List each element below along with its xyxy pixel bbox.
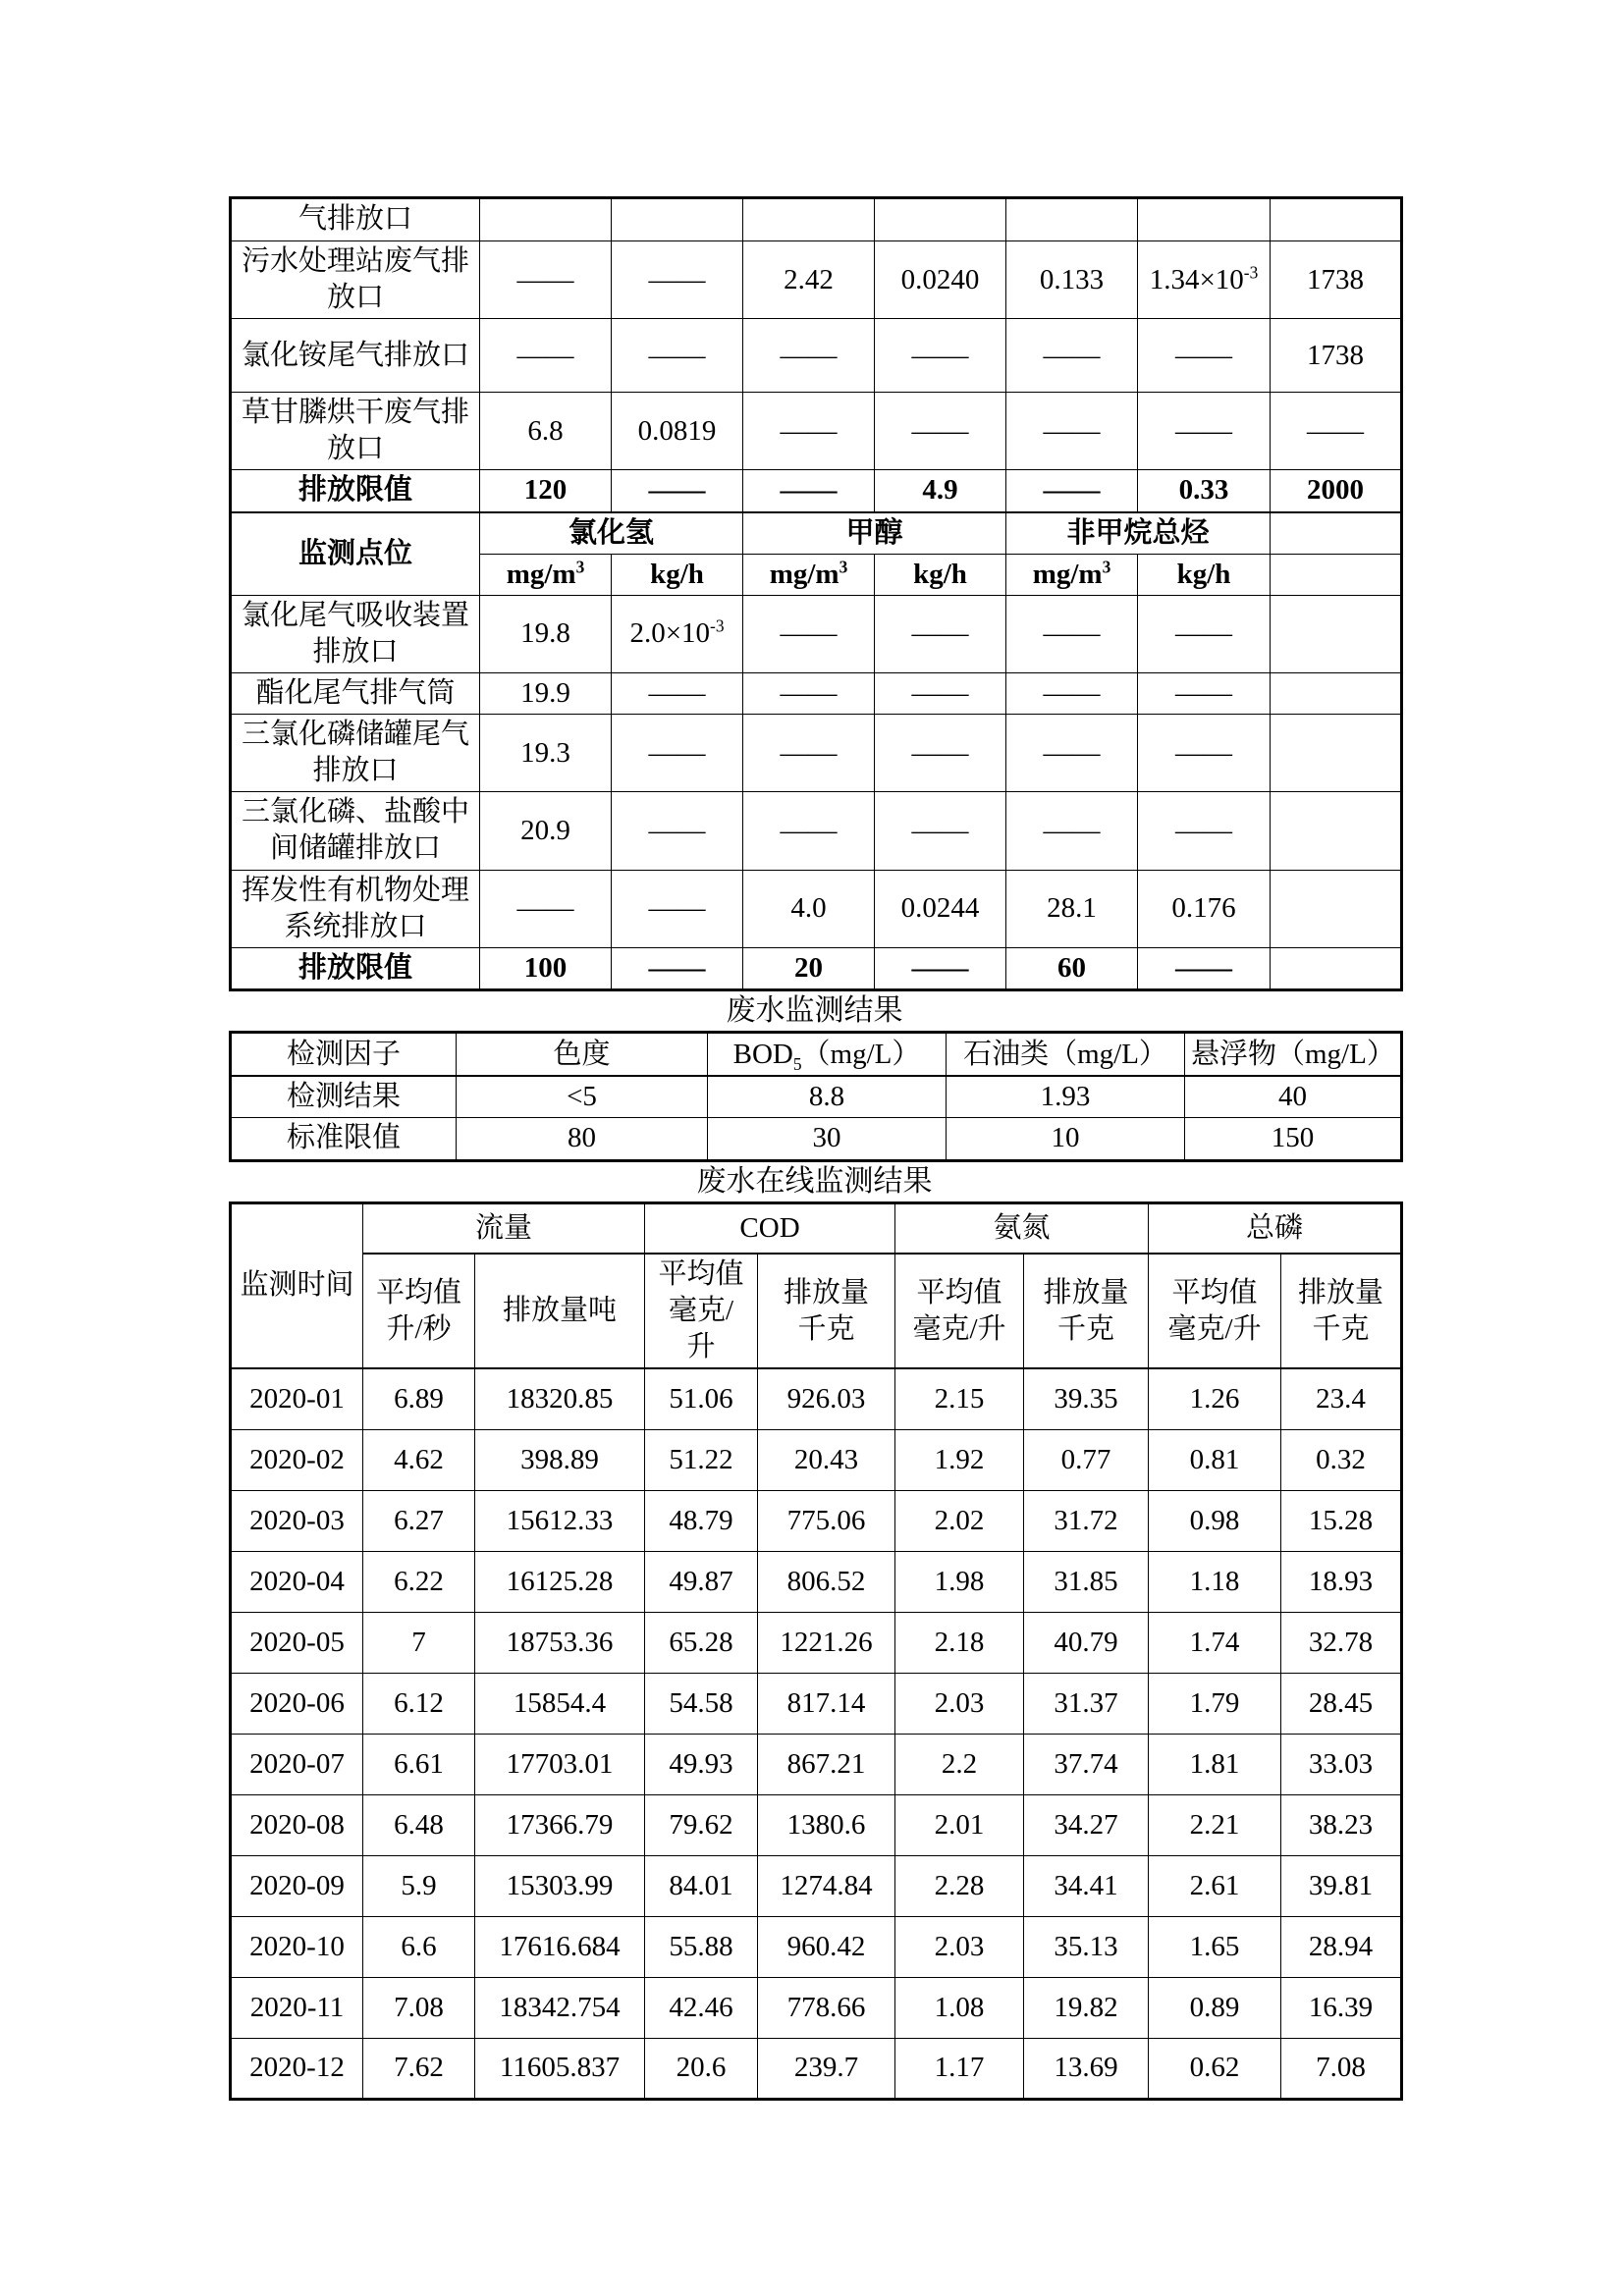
cell: 2.21	[1149, 1794, 1281, 1855]
cell: 34.27	[1024, 1794, 1149, 1855]
cell: ——	[875, 393, 1006, 470]
header-cell: 排放量千克	[758, 1254, 895, 1368]
cell: 806.52	[758, 1551, 895, 1612]
cell: 19.82	[1024, 1977, 1149, 2038]
cell: 239.7	[758, 2038, 895, 2099]
table-row-sub-header	[231, 1254, 1402, 1368]
cell: 2.03	[895, 1916, 1024, 1977]
unit-text: mg/m	[1032, 558, 1103, 590]
cell: 2.2	[895, 1734, 1024, 1794]
wastewater-online-title: 废水在线监测结果	[696, 1164, 933, 1198]
group-header: 甲醇	[743, 512, 1006, 555]
cell: ——	[743, 595, 875, 672]
cell: ——	[1271, 393, 1402, 470]
cell	[875, 198, 1006, 241]
cell: 18342.754	[475, 1977, 645, 2038]
cell: 55.88	[645, 1916, 758, 1977]
cell: ——	[480, 241, 612, 319]
header-cell: 色度	[457, 1032, 708, 1076]
header-cell: 平均值升/秒	[363, 1254, 475, 1368]
cell: 84.01	[645, 1855, 758, 1916]
cell: 11605.837	[475, 2038, 645, 2099]
header-text: （mg/L）	[801, 1038, 921, 1070]
cell: 23.4	[1281, 1368, 1402, 1429]
cell	[1271, 672, 1402, 714]
header-cell: 石油类（mg/L）	[947, 1032, 1185, 1076]
row-label: 三氯化磷、盐酸中间储罐排放口	[231, 792, 480, 870]
cell: 20.43	[758, 1429, 895, 1490]
cell: 51.22	[645, 1429, 758, 1490]
cell: ——	[1138, 792, 1271, 870]
cell: 5.9	[363, 1855, 475, 1916]
cell: 1.81	[1149, 1734, 1281, 1794]
cell: 778.66	[758, 1977, 895, 2038]
cell: ——	[1006, 792, 1138, 870]
group-header: 氨氮	[895, 1202, 1149, 1254]
cell	[612, 198, 743, 241]
row-label: 氯化尾气吸收装置排放口	[231, 595, 480, 672]
cell: 775.06	[758, 1490, 895, 1551]
cell: 150	[1185, 1118, 1402, 1160]
cell: 20.9	[480, 792, 612, 870]
cell	[1271, 870, 1402, 947]
cell: ——	[875, 792, 1006, 870]
cell: ——	[1006, 595, 1138, 672]
cell: ——	[1006, 470, 1138, 512]
cell: ——	[612, 947, 743, 989]
row-label: 2020-05	[231, 1612, 363, 1673]
cell: 0.0244	[875, 870, 1006, 947]
cell: 65.28	[645, 1612, 758, 1673]
cell: 51.06	[645, 1368, 758, 1429]
cell: 2.15	[895, 1368, 1024, 1429]
cell: 80	[457, 1118, 708, 1160]
cell: ——	[1006, 393, 1138, 470]
unit-text: mg/m	[769, 558, 839, 590]
cell: 49.93	[645, 1734, 758, 1794]
row-label: 气排放口	[231, 198, 480, 241]
unit-cell	[480, 554, 612, 595]
corner-header: 监测时间	[231, 1202, 363, 1368]
cell: 1.93	[947, 1076, 1185, 1118]
row-label: 2020-04	[231, 1551, 363, 1612]
cell: ——	[612, 470, 743, 512]
cell: 2.61	[1149, 1855, 1281, 1916]
cell: 15.28	[1281, 1490, 1402, 1551]
cell: 1.17	[895, 2038, 1024, 2099]
cell: 31.85	[1024, 1551, 1149, 1612]
cell: 38.23	[1281, 1794, 1402, 1855]
row-label: 检测结果	[231, 1076, 457, 1118]
row-label: 2020-03	[231, 1490, 363, 1551]
cell: ——	[875, 319, 1006, 393]
table-row	[231, 1429, 1402, 1490]
row-label: 标准限值	[231, 1118, 457, 1160]
row-label: 酯化尾气排气筒	[231, 672, 480, 714]
cell: 2.18	[895, 1612, 1024, 1673]
cell: 10	[947, 1118, 1185, 1160]
cell: 1274.84	[758, 1855, 895, 1916]
cell: 960.42	[758, 1916, 895, 1977]
cell: 6.8	[480, 393, 612, 470]
cell: ——	[875, 672, 1006, 714]
group-header: 非甲烷总烃	[1006, 512, 1271, 555]
cell: 4.9	[875, 470, 1006, 512]
row-label: 三氯化磷储罐尾气排放口	[231, 715, 480, 792]
cell: 0.133	[1006, 241, 1138, 319]
exponent: 3	[839, 557, 848, 576]
table-row	[231, 2038, 1402, 2099]
cell: 17616.684	[475, 1916, 645, 1977]
row-label: 2020-02	[231, 1429, 363, 1490]
table-row	[231, 1673, 1402, 1734]
unit-cell: kg/h	[875, 554, 1006, 595]
cell	[612, 595, 743, 672]
cell: 32.78	[1281, 1612, 1402, 1673]
table-row-emission-limit	[231, 470, 1402, 512]
table-row	[231, 792, 1402, 870]
cell: 28.94	[1281, 1916, 1402, 1977]
header-cell: 排放量吨	[475, 1254, 645, 1368]
cell: ——	[743, 672, 875, 714]
header-cell: 平均值毫克/升	[1149, 1254, 1281, 1368]
cell: 54.58	[645, 1673, 758, 1734]
cell: 33.03	[1281, 1734, 1402, 1794]
cell: 1.08	[895, 1977, 1024, 2038]
cell: 7.08	[1281, 2038, 1402, 2099]
table-row	[231, 1118, 1402, 1160]
cell: ——	[612, 792, 743, 870]
cell: 2.02	[895, 1490, 1024, 1551]
cell: 31.72	[1024, 1490, 1149, 1551]
table-row	[231, 672, 1402, 714]
row-label: 2020-09	[231, 1855, 363, 1916]
cell: ——	[612, 715, 743, 792]
cell: 7.08	[363, 1977, 475, 2038]
cell: ——	[743, 792, 875, 870]
cell: 1.98	[895, 1551, 1024, 1612]
cell: 2.28	[895, 1855, 1024, 1916]
table-row	[231, 1612, 1402, 1673]
table-row	[231, 241, 1402, 319]
cell: 0.62	[1149, 2038, 1281, 2099]
cell: ——	[743, 715, 875, 792]
cell	[1271, 198, 1402, 241]
cell: 926.03	[758, 1368, 895, 1429]
cell: 19.3	[480, 715, 612, 792]
cell	[1138, 198, 1271, 241]
header-text: BOD	[732, 1038, 793, 1070]
group-header: 总磷	[1149, 1202, 1402, 1254]
cell: ——	[1006, 672, 1138, 714]
cell-text: 2.0×10	[629, 617, 711, 650]
page-content	[229, 196, 1401, 2101]
row-label: 草甘膦烘干废气排放口	[231, 393, 480, 470]
cell: ——	[743, 470, 875, 512]
cell: ——	[1006, 319, 1138, 393]
cell: 17703.01	[475, 1734, 645, 1794]
cell	[1138, 241, 1271, 319]
cell: ——	[480, 870, 612, 947]
cell: 6.6	[363, 1916, 475, 1977]
cell: 30	[708, 1118, 947, 1160]
cell	[1271, 595, 1402, 672]
cell: 0.33	[1138, 470, 1271, 512]
cell: ——	[1138, 715, 1271, 792]
cell: 6.61	[363, 1734, 475, 1794]
exponent: -3	[710, 615, 725, 636]
cell: 0.81	[1149, 1429, 1281, 1490]
cell-text: 1.34×10	[1149, 263, 1244, 295]
cell: 398.89	[475, 1429, 645, 1490]
cell: ——	[612, 870, 743, 947]
exponent: 3	[575, 557, 585, 576]
cell: 19.9	[480, 672, 612, 714]
table-header-row	[231, 1032, 1402, 1076]
cell: 28.1	[1006, 870, 1138, 947]
table-row-group-header	[231, 512, 1402, 555]
cell: 17366.79	[475, 1794, 645, 1855]
cell: ——	[1138, 947, 1271, 989]
row-label: 2020-11	[231, 1977, 363, 2038]
cell: 20.6	[645, 2038, 758, 2099]
cell: 6.48	[363, 1794, 475, 1855]
cell: 37.74	[1024, 1734, 1149, 1794]
cell: 6.22	[363, 1551, 475, 1612]
cell: 1738	[1271, 241, 1402, 319]
cell: 20	[743, 947, 875, 989]
cell: 18.93	[1281, 1551, 1402, 1612]
cell: 18753.36	[475, 1612, 645, 1673]
cell	[1271, 715, 1402, 792]
cell	[1271, 947, 1402, 989]
cell: 0.98	[1149, 1490, 1281, 1551]
cell: 0.32	[1281, 1429, 1402, 1490]
cell: 6.27	[363, 1490, 475, 1551]
row-label: 2020-07	[231, 1734, 363, 1794]
group-header: 氯化氢	[480, 512, 743, 555]
table-row	[231, 870, 1402, 947]
cell: 100	[480, 947, 612, 989]
cell: 1.79	[1149, 1673, 1281, 1734]
table-row	[231, 393, 1402, 470]
row-label: 2020-10	[231, 1916, 363, 1977]
header-cell	[708, 1032, 947, 1076]
cell: ——	[743, 393, 875, 470]
cell: 39.35	[1024, 1368, 1149, 1429]
table-row	[231, 1368, 1402, 1429]
table-row	[231, 198, 1402, 241]
cell: 18320.85	[475, 1368, 645, 1429]
cell: 79.62	[645, 1794, 758, 1855]
cell: 15854.4	[475, 1673, 645, 1734]
header-cell: 悬浮物（mg/L）	[1185, 1032, 1402, 1076]
cell: 49.87	[645, 1551, 758, 1612]
cell: 0.0819	[612, 393, 743, 470]
cell: 1.18	[1149, 1551, 1281, 1612]
cell: 16.39	[1281, 1977, 1402, 2038]
cell: 1.65	[1149, 1916, 1281, 1977]
cell: 120	[480, 470, 612, 512]
cell: ——	[875, 595, 1006, 672]
cell: 13.69	[1024, 2038, 1149, 2099]
cell: 40	[1185, 1076, 1402, 1118]
cell: ——	[1138, 319, 1271, 393]
table-row-emission-limit	[231, 947, 1402, 989]
cell: 15612.33	[475, 1490, 645, 1551]
row-label: 2020-12	[231, 2038, 363, 2099]
cell: 19.8	[480, 595, 612, 672]
row-label: 氯化铵尾气排放口	[231, 319, 480, 393]
cell	[743, 198, 875, 241]
cell: 28.45	[1281, 1673, 1402, 1734]
cell: ——	[480, 319, 612, 393]
corner-header: 监测点位	[231, 512, 480, 596]
cell: 4.0	[743, 870, 875, 947]
cell: 4.62	[363, 1429, 475, 1490]
table-row	[231, 1977, 1402, 2038]
cell: ——	[743, 319, 875, 393]
cell: 2000	[1271, 470, 1402, 512]
row-label: 排放限值	[231, 470, 480, 512]
cell: 1738	[1271, 319, 1402, 393]
table-row	[231, 1551, 1402, 1612]
cell: 1.26	[1149, 1368, 1281, 1429]
cell: 0.77	[1024, 1429, 1149, 1490]
row-label: 挥发性有机物处理系统排放口	[231, 870, 480, 947]
cell: 2.42	[743, 241, 875, 319]
table-row	[231, 1490, 1402, 1551]
wastewater-online-table	[229, 1201, 1403, 2101]
cell	[1006, 198, 1138, 241]
wastewater-results-table	[229, 1031, 1403, 1162]
row-label: 2020-06	[231, 1673, 363, 1734]
cell: 34.41	[1024, 1855, 1149, 1916]
unit-cell	[1006, 554, 1138, 595]
cell: 6.89	[363, 1368, 475, 1429]
row-label: 2020-01	[231, 1368, 363, 1429]
header-cell: 排放量千克	[1281, 1254, 1402, 1368]
unit-cell: kg/h	[612, 554, 743, 595]
unit-cell	[743, 554, 875, 595]
cell: 1380.6	[758, 1794, 895, 1855]
cell: ——	[1138, 672, 1271, 714]
cell: 15303.99	[475, 1855, 645, 1916]
wastewater-results-title: 废水监测结果	[726, 993, 903, 1027]
row-label: 排放限值	[231, 947, 480, 989]
cell	[1271, 554, 1402, 595]
row-label: 2020-08	[231, 1794, 363, 1855]
cell	[480, 198, 612, 241]
header-cell: 平均值毫克/升	[895, 1254, 1024, 1368]
header-cell: 排放量千克	[1024, 1254, 1149, 1368]
exponent: 3	[1102, 557, 1111, 576]
cell: 1221.26	[758, 1612, 895, 1673]
cell: 6.12	[363, 1673, 475, 1734]
cell: 48.79	[645, 1490, 758, 1551]
cell: 8.8	[708, 1076, 947, 1118]
table-row	[231, 1855, 1402, 1916]
cell: ——	[1138, 595, 1271, 672]
cell: 2.03	[895, 1673, 1024, 1734]
cell: 1.92	[895, 1429, 1024, 1490]
cell: 7	[363, 1612, 475, 1673]
table-row	[231, 1076, 1402, 1118]
cell: 867.21	[758, 1734, 895, 1794]
unit-cell: kg/h	[1138, 554, 1271, 595]
cell: <5	[457, 1076, 708, 1118]
cell: 0.176	[1138, 870, 1271, 947]
cell: 817.14	[758, 1673, 895, 1734]
unit-text: mg/m	[506, 558, 576, 590]
cell: 16125.28	[475, 1551, 645, 1612]
table-row	[231, 595, 1402, 672]
cell: 2.01	[895, 1794, 1024, 1855]
group-header: 流量	[363, 1202, 645, 1254]
cell: 0.89	[1149, 1977, 1281, 2038]
cell: 40.79	[1024, 1612, 1149, 1673]
cell: ——	[612, 672, 743, 714]
table-row	[231, 1734, 1402, 1794]
cell: ——	[1138, 393, 1271, 470]
table-row	[231, 1794, 1402, 1855]
cell: ——	[612, 319, 743, 393]
cell: 7.62	[363, 2038, 475, 2099]
subscript: 5	[792, 1053, 802, 1074]
header-cell: 平均值毫克/升	[645, 1254, 758, 1368]
group-header: COD	[645, 1202, 895, 1254]
exponent: -3	[1243, 261, 1259, 282]
cell: 1.74	[1149, 1612, 1281, 1673]
table-row	[231, 715, 1402, 792]
gas-monitoring-table	[229, 196, 1403, 991]
cell: 31.37	[1024, 1673, 1149, 1734]
table-row	[231, 1916, 1402, 1977]
cell: 0.0240	[875, 241, 1006, 319]
cell	[1271, 792, 1402, 870]
cell: ——	[612, 241, 743, 319]
cell	[1271, 512, 1402, 555]
cell: ——	[875, 947, 1006, 989]
table-row	[231, 319, 1402, 393]
cell: ——	[875, 715, 1006, 792]
row-label: 污水处理站废气排放口	[231, 241, 480, 319]
cell: 35.13	[1024, 1916, 1149, 1977]
header-cell: 检测因子	[231, 1032, 457, 1076]
cell: 60	[1006, 947, 1138, 989]
table-row-group-header	[231, 1202, 1402, 1254]
cell: 39.81	[1281, 1855, 1402, 1916]
cell: ——	[1006, 715, 1138, 792]
cell: 42.46	[645, 1977, 758, 2038]
